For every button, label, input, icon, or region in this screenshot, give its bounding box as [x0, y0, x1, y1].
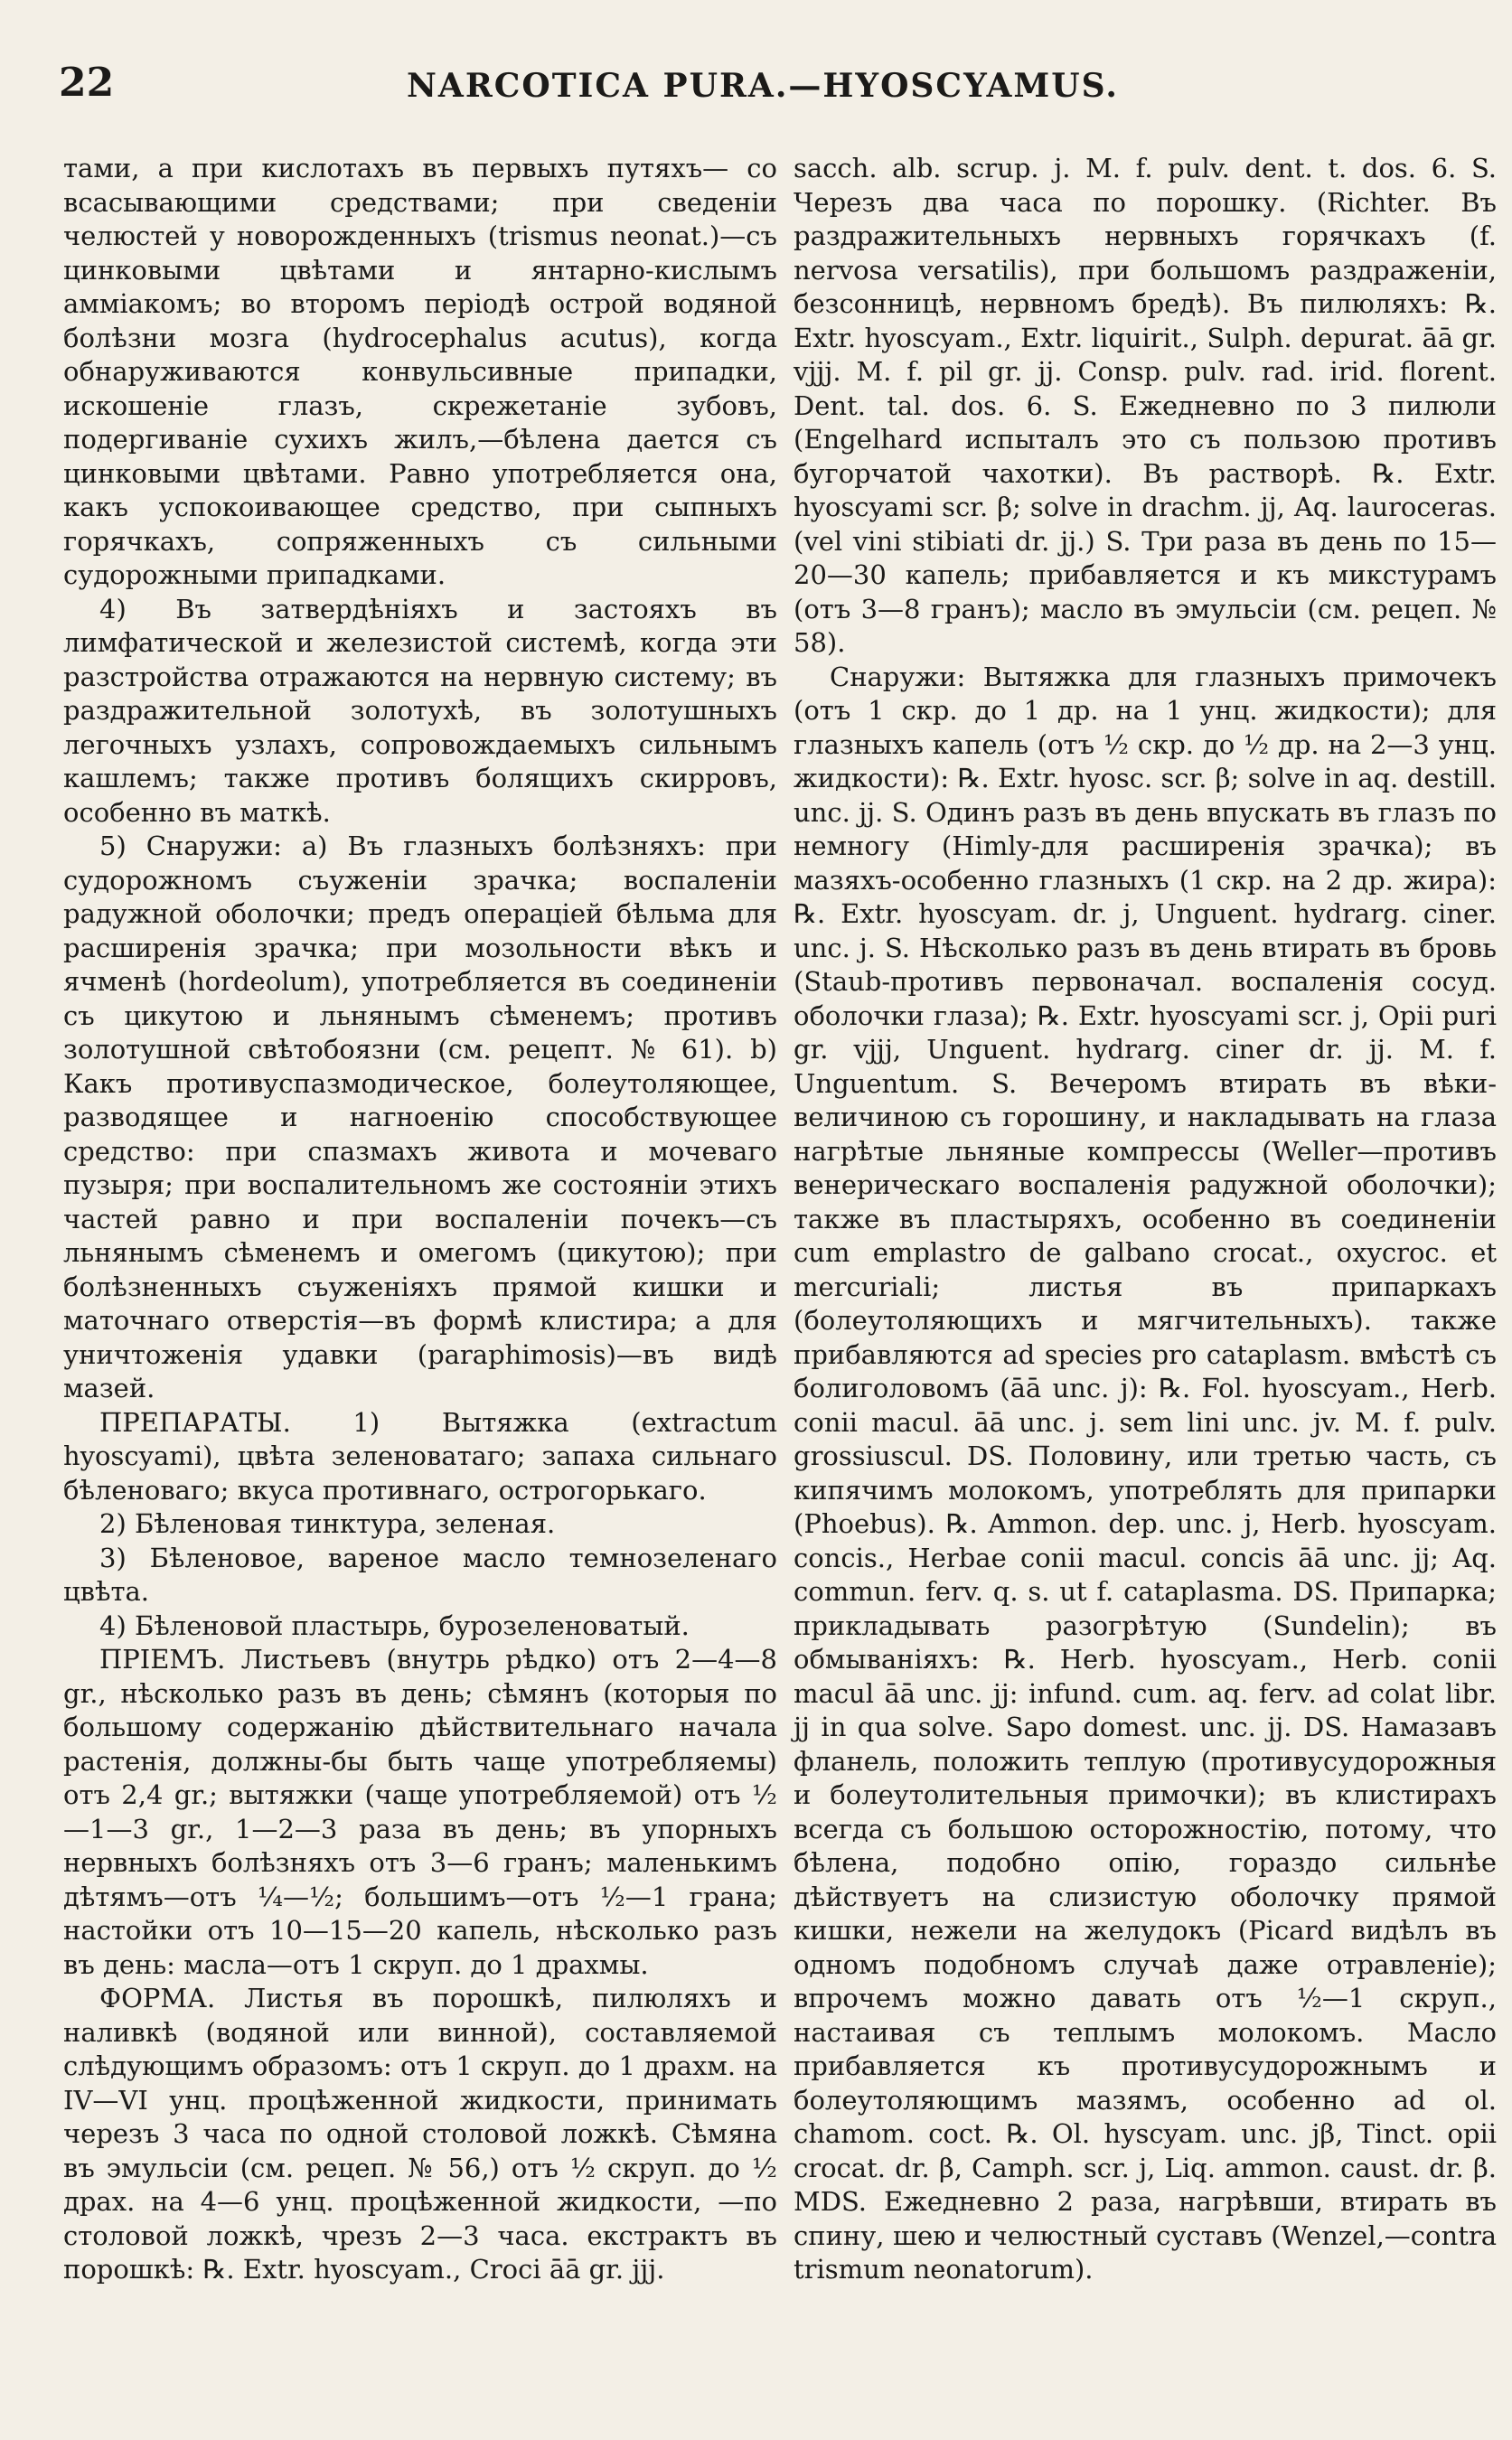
paragraph: ПРIЕМЪ. Листьевъ (внутрь рѣдко) отъ 2—4—8 gr., нѣсколько разъ въ день; сѣмянъ (которыя по большому содержанiю дѣйствительнаго начала растенiя, должны-бы быть чаще употребляемы) отъ 2,4 gr.; вытяжки (чаще употребляемой) отъ ½—1—3 gr., 1—2—3 раза въ день; въ упорныхъ нервныхъ болѣзняхъ отъ 3—6 гранъ; маленькимъ дѣтямъ—отъ ¼—½; большимъ—отъ ½—1 грана; настойки отъ 10—15—20 капель, нѣсколько разъ въ день: масла—отъ 1 скруп. до 1 драхмы.	[63, 1644, 777, 1980]
paragraph: ПРЕПАРАТЫ. 1) Вытяжка (extractum hyoscyami), цвѣта зеленоватаго; запаха сильнаго бѣленоваго; вкуса противнаго, острогорькаго.	[63, 1406, 777, 1506]
paragraph: 2) Бѣленовая тинктура, зеленая.	[99, 1508, 556, 1539]
paragraph: 3) Бѣленовое, вареное масло темнозеленаго цвѣта.	[63, 1542, 777, 1607]
paragraph: 5) Снаружи: a) Въ глазныхъ болѣзняхъ: при судорожномъ съуженiи зрачка; воспаленiи радужной оболочки; предъ операцiей бѣльма для расширенiя зрачка; при мозольности вѣкъ и ячменѣ (hordeolum), употребляется въ соединенiи съ цикутою и льнянымъ сѣменемъ; противъ золотушной свѣтобоязни (см. рецепт. № 61). b) Какъ противуспазмодическое, болеутоляющее, разводящее и нагноенiю способствующее средство: при спазмахъ живота и мочеваго пузыря; при воспалительномъ же состоянiи этихъ частей равно и при воспаленiи почекъ—съ льнянымъ сѣменемъ и омегомъ (цикутою); при болѣзненныхъ съуженiяхъ прямой кишки и маточнаго отверстiя—въ формѣ клистира; а для уничтоженiя удавки (paraphimosis)—въ видѣ мазей.	[63, 831, 777, 1403]
right-column	[794, 152, 1497, 2287]
paragraph: Снаружи: Вытяжка для глазныхъ примочекъ (отъ 1 скр. до 1 др. на 1 унц. жидкости); для глазныхъ капель (отъ ½ скр. до ½ др. на 2—3 унц. жидкости): ℞. Extr. hyosc. scr. β; solve in aq. destill. unc. jj. S. Одинъ разъ въ день впускать въ глазъ по немногу (Himly-для расширенiя зрачка); въ мазяхъ-особенно глазныхъ (1 скр. на 2 др. жира): ℞. Extr. hyoscyam. dr. j, Unguent. hydrarg. ciner. unc. j. S. Нѣсколько разъ въ день втирать въ бровь (Staub-противъ первоначал. воспаленiя сосуд. оболочки глаза); ℞. Extr. hyoscyami scr. j, Opii puri gr. vjjj, Unguent. hydrarg. ciner dr. jj. M. f. Unguentum. S. Вечеромъ втирать въ вѣки-величиною съ горошину, и накладывать на глаза нагрѣтые льняные компрессы (Weller—противъ венерическаго воспаленiя радужной оболочки); также въ пластыряхъ, особенно въ соединенiи cum emplastro de galbano crocat., oxycroc. et mercuriali; листья въ припаркахъ (болеутоляющихъ и мягчительныхъ). также прибавляются ad species pro cataplasm. вмѣстѣ съ болиголовомъ (āā unc. j): ℞. Fol. hyoscyam., Herb. conii macul. āā unc. j. sem lini unc. jv. M. f. pulv. grossiuscul. DS. Половину, или третью часть, съ кипячимъ молокомъ, употреблять для припарки (Phoebus). ℞. Ammon. dep. unc. j, Herb. hyoscyam. concis., Herbae conii macul. concis āā unc. jj; Aq. commun. ferv. q. s. ut f. cataplasma. DS. Припарка; прикладывать разогрѣтую (Sundelin); въ обмыванiяхъ: ℞. Herb. hyoscyam., Herb. conii macul āā unc. jj: infund. cum. aq. ferv. ad colat libr. jj in qua solve. Sapo domest. unc. jj. DS. Намазавъ фланель, положить теплую (противусудорожныя и болеутолительныя примочки); въ клистирахъ всегда съ большою осторожностiю, потому, что бѣлена, подобно опiю, гораздо сильнѣе дѣйствуетъ на слизистую оболочку прямой кишки, нежели на желудокъ (Picard видѣлъ въ одномъ подобномъ случаѣ даже отравленiе); впрочемъ можно давать отъ ½—1 скруп., настаивая съ теплымъ молокомъ. Масло прибавляется къ противусудорожнымъ и болеутоляющимъ мазямъ, особенно ad ol. chamom. coct. ℞. Ol. hyscyam. unc. jβ, Tinct. opii crocat. dr. β, Camph. scr. j, Liq. ammon. caust. dr. β. MDS. Ежедневно 2 раза, нагрѣвши, втирать въ спину, шею и челюстный суставъ (Wenzel,—contra trismum neonatorum).	[794, 661, 1497, 2285]
paragraph: sacch. alb. scrup. j. M. f. pulv. dent. t. dos. 6. S. Черезъ два часа по порошку. (Richter. Въ раздражительныхъ нервныхъ горячкахъ (f. nervosa versatilis), при большомъ раздраженiи, безсонницѣ, нервномъ бредѣ). Въ пилюляхъ: ℞. Extr. hyoscyam., Extr. liquirit., Sulph. depurat. āā gr. vjjj. M. f. pil gr. jj. Consp. pulv. rad. irid. florent. Dent. tal. dos. 6. S. Ежедневно по 3 пилюли (Engelhard испыталъ это съ пользою противъ бугорчатой чахотки). Въ растворѣ. ℞. Extr. hyoscyami scr. β; solve in drachm. jj, Aq. lauroceras. (vel vini stibiati dr. jj.) S. Три раза въ день по 15—20—30 капель; прибавляется и къ микстурамъ (отъ 3—8 гранъ); масло въ эмульсiи (см. рецеп. № 58).	[794, 153, 1497, 658]
page-header	[54, 60, 1500, 123]
page-number: 22	[59, 60, 115, 106]
left-column	[63, 152, 777, 2287]
paragraph: тами, а при кислотахъ въ первыхъ путяхъ— со всасывающими средствами; при сведенiи челюстей у новорожденныхъ (trismus neonat.)—съ цинковыми цвѣтами и янтарно-кислымъ аммiакомъ; во второмъ перiодѣ острой водяной болѣзни мозга (hydrocephalus acutus), когда обнаруживаются конвульсивные припадки, искошенiе глазъ, скрежетанiе зубовъ, подергиванiе сухихъ жилъ,—бѣлена дается съ цинковыми цвѣтами. Равно употребляется она, какъ успокоивающее средство, при сыпныхъ горячкахъ, сопряженныхъ съ сильными судорожными припадками.	[63, 153, 777, 590]
running-title: NARCOTICA PURA.—HYOSCYAMUS.	[407, 67, 1119, 105]
paragraph: 4) Въ затвердѣнiяхъ и застояхъ въ лимфатической и железистой системѣ, когда эти разстройства отражаются на нервную систему; въ раздражительной золотухѣ, въ золотушныхъ легочныхъ узлахъ, сопровождаемыхъ сильнымъ кашлемъ; также противъ болящихъ скирровъ, особенно въ маткѣ.	[63, 593, 777, 828]
paragraph: ФОРМА. Листья въ порошкѣ, пилюляхъ и наливкѣ (водяной или винной), составляемой слѣдующимъ образомъ: отъ 1 скруп. до 1 драхм. на IV—VI унц. процѣженной жидкости, принимать черезъ 3 часа по одной столовой ложкѣ. Сѣмяна въ эмульсiи (см. рецеп. № 56,) отъ ½ скруп. до ½ драх. на 4—6 унц. процѣженной жидкости, —по столовой ложкѣ, чрезъ 2—3 часа. екстрактъ въ порошкѣ: ℞. Extr. hyoscyam., Croci āā gr. jjj.	[63, 1983, 777, 2285]
paragraph: 4) Бѣленовой пластырь, бурозеленоватый.	[99, 1609, 690, 1641]
